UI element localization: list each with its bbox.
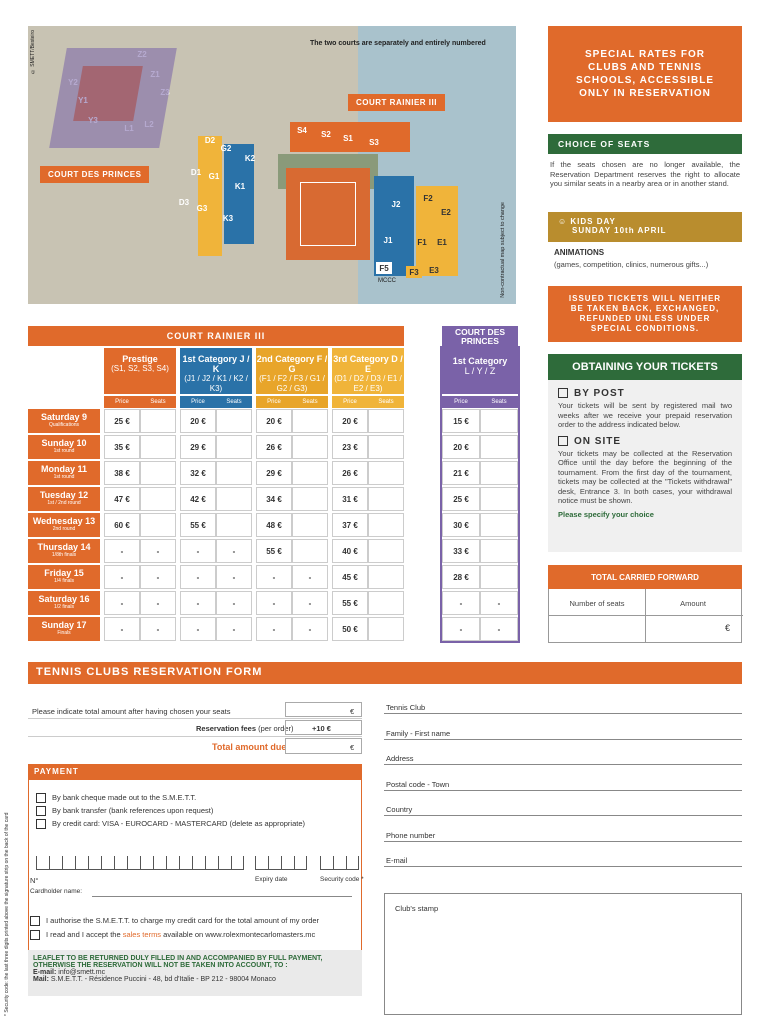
block-k1: K1 — [234, 181, 246, 191]
total-due-label: Total amount due — [212, 742, 287, 752]
authorise-text: I authorise the S.M.E.T.T. to charge my credit card for the total amount of my order — [46, 916, 320, 925]
by-post-title: BY POST — [574, 388, 625, 399]
category-sub: (J1 / J2 / K1 / K2 / K3) — [184, 374, 248, 393]
block-f3: F3 — [406, 266, 422, 278]
princes-price-cell: 33 € — [442, 539, 480, 563]
price-cell: - — [104, 539, 140, 563]
price-subheader: Price — [256, 396, 292, 408]
card-digit-box[interactable] — [333, 856, 346, 870]
fees-value: +10 € — [312, 724, 331, 733]
obtaining-box — [548, 380, 742, 552]
pay-option-card: By credit card: VISA - EUROCARD - MASTERCARD (delete as appropriate) — [52, 819, 305, 828]
day-label — [28, 461, 100, 485]
princes-price-cell: 21 € — [442, 461, 480, 485]
day-label — [28, 487, 100, 511]
princes-table-title: COURT DES PRINCES — [454, 327, 506, 346]
price-cell: 26 € — [256, 435, 292, 459]
price-cell: 38 € — [104, 461, 140, 485]
special-rates-title: SPECIAL RATES FOR CLUBS AND TENNIS SCHOOLS, ACCESSIBLE ONLY IN RESERVATION — [575, 49, 715, 99]
price-cell: 35 € — [104, 435, 140, 459]
choice-text: If the seats chosen are no longer available, the Reservation Department reserves the right to allocate you similar seats in a nearby area or in another stand. — [550, 160, 740, 188]
price-cell: - — [180, 539, 216, 563]
day-round: 1st round — [53, 474, 75, 480]
day-round: 1/8th finals — [51, 552, 77, 558]
princes-price-cell: 15 € — [442, 409, 480, 433]
field-input-line[interactable] — [384, 713, 742, 714]
card-digit-box[interactable] — [320, 856, 333, 870]
category-sub: (D1 / D2 / D3 / E1 / E2 / E3) — [334, 374, 402, 393]
card-digit-box[interactable] — [192, 856, 205, 870]
category-header-3 — [256, 348, 328, 394]
block-g3: G3 — [196, 203, 208, 213]
price-cell: 32 € — [180, 461, 216, 485]
contact-mail: S.M.E.T.T. - Résidence Puccini - 48, bd d'Italie - BP 212 - 98004 Monaco — [50, 976, 276, 983]
card-digit-box[interactable] — [268, 856, 281, 870]
seats-cell: - — [292, 565, 328, 589]
seats-subheader: Seats — [216, 396, 252, 408]
terms-pre: I read and I accept the — [46, 930, 123, 939]
cardholder-input[interactable] — [92, 896, 352, 897]
card-digit-box[interactable] — [62, 856, 75, 870]
princes-stands — [49, 48, 177, 148]
choice-header — [548, 134, 742, 154]
category-name: 2nd Category F / G — [256, 354, 328, 374]
block-e3: E3 — [426, 264, 442, 276]
rainier-table-title: COURT RAINIER III — [166, 331, 266, 341]
card-digit-box[interactable] — [153, 856, 166, 870]
card-digit-box[interactable] — [205, 856, 218, 870]
field-input-line[interactable] — [384, 790, 742, 791]
block-e2: E2 — [441, 207, 451, 217]
price-cell: 45 € — [332, 565, 368, 589]
field-input-line[interactable] — [384, 841, 742, 842]
day-label — [28, 539, 100, 563]
seats-cell[interactable] — [368, 591, 404, 615]
specify-choice: Please specify your choice — [558, 509, 654, 519]
pay-option-cheque: By bank cheque made out to the S.M.E.T.T. — [52, 793, 197, 802]
seats-input[interactable] — [551, 617, 641, 641]
field-input-line[interactable] — [384, 866, 742, 867]
day-label — [28, 565, 100, 589]
card-digit-box[interactable] — [218, 856, 231, 870]
seats-cell[interactable] — [140, 461, 176, 485]
seats-cell: - — [216, 617, 252, 641]
block-s2: S2 — [321, 129, 331, 139]
price-cell: 20 € — [180, 409, 216, 433]
day-label — [28, 617, 100, 641]
price-cell: - — [104, 617, 140, 641]
pay-option-transfer: By bank transfer (bank references upon request) — [52, 806, 214, 815]
seats-cell[interactable] — [216, 461, 252, 485]
price-cell: 31 € — [332, 487, 368, 511]
card-digit-box[interactable] — [75, 856, 88, 870]
field-label: Phone number — [386, 830, 436, 840]
day-label — [28, 435, 100, 459]
seats-cell[interactable] — [216, 487, 252, 511]
block-e1: E1 — [437, 237, 447, 247]
authorise-checkbox[interactable] — [30, 916, 40, 926]
issued-banner — [548, 286, 742, 342]
seats-cell: - — [216, 591, 252, 615]
card-digit-box[interactable] — [140, 856, 153, 870]
price-cell: 55 € — [256, 539, 292, 563]
category-header-2 — [180, 348, 252, 394]
label-court-rainier: COURT RAINIER III — [348, 94, 445, 111]
choice-title: CHOICE OF SEATS — [558, 139, 651, 149]
block-k3: K3 — [222, 213, 234, 223]
price-cell: 23 € — [332, 435, 368, 459]
leaflet-line1: LEAFLET TO BE RETURNED DULY FILLED IN AND ACCOMPANIED BY FULL PAYMENT, — [33, 955, 323, 962]
princes-seats-subheader: Seats — [480, 396, 518, 408]
day-name: Saturday 16 — [38, 594, 90, 604]
day-round: 1/2 finals — [53, 604, 74, 610]
animations-text: (games, competition, clinics, numerous gifts...) — [554, 260, 709, 269]
field-label: Postal code - Town — [386, 779, 450, 789]
price-cell: 29 € — [180, 435, 216, 459]
card-digit-box[interactable] — [166, 856, 179, 870]
total-title: TOTAL CARRIED FORWARD — [591, 572, 699, 582]
stand-j — [374, 176, 414, 276]
security-label: Security code * — [320, 876, 364, 883]
seats-cell[interactable] — [140, 487, 176, 511]
day-round: 1st / 2nd round — [47, 500, 81, 506]
obtaining-title: OBTAINING YOUR TICKETS — [572, 361, 718, 373]
seats-cell[interactable] — [216, 513, 252, 537]
field-label: Family - First name — [386, 728, 451, 738]
price-cell: - — [104, 591, 140, 615]
total-due-currency: € — [350, 743, 355, 752]
field-input-line[interactable] — [384, 764, 742, 765]
card-digit-box[interactable] — [114, 856, 127, 870]
price-cell: 47 € — [104, 487, 140, 511]
card-digit-box[interactable] — [294, 856, 307, 870]
price-cell: 25 € — [104, 409, 140, 433]
price-cell: 50 € — [332, 617, 368, 641]
special-rates-banner — [548, 26, 742, 122]
category-name: 3rd Category D / E — [333, 354, 403, 374]
number-of-seats-label: Number of seats — [569, 599, 625, 608]
day-name: Sunday 10 — [41, 438, 87, 448]
day-label — [28, 591, 100, 615]
field-input-line[interactable] — [384, 815, 742, 816]
map-caption: The two courts are separately and entirely numbered — [310, 40, 486, 47]
rainier-table-header — [28, 326, 404, 346]
princes-price-subheader: Price — [442, 396, 480, 408]
day-round: 1/4 finals — [53, 578, 74, 584]
price-cell: - — [180, 565, 216, 589]
kids-day-banner — [548, 212, 742, 242]
seats-cell[interactable] — [140, 435, 176, 459]
card-digit-box[interactable] — [101, 856, 114, 870]
princes-price-cell: 30 € — [442, 513, 480, 537]
obtaining-header — [548, 354, 742, 380]
indicate-amount-text: Please indicate total amount after having chosen your seats — [32, 707, 231, 716]
seats-subheader: Seats — [292, 396, 328, 408]
fees-sub: (per order) — [258, 724, 294, 733]
seats-cell[interactable] — [368, 487, 404, 511]
seats-cell[interactable] — [292, 539, 328, 563]
court-lines — [300, 182, 356, 246]
princes-table-header — [442, 326, 518, 348]
block-f5: F5 — [376, 262, 392, 274]
seats-cell: - — [292, 591, 328, 615]
seats-cell: - — [216, 539, 252, 563]
price-cell: 26 € — [332, 461, 368, 485]
leaflet-line2: OTHERWISE THE RESERVATION WILL NOT BE TAKEN INTO ACCOUNT, TO : — [33, 962, 288, 969]
seats-cell[interactable] — [216, 435, 252, 459]
block-g2: G2 — [220, 143, 232, 153]
day-name: Sunday 17 — [41, 620, 87, 630]
expiry-label: Expiry date — [255, 876, 288, 883]
seats-cell: - — [140, 539, 176, 563]
price-cell: 37 € — [332, 513, 368, 537]
block-s3: S3 — [369, 137, 379, 147]
block-j1: J1 — [383, 235, 393, 245]
day-label — [28, 513, 100, 537]
category-name: 1st Category J / K — [182, 354, 250, 374]
seats-cell: - — [140, 617, 176, 641]
price-cell: 20 € — [256, 409, 292, 433]
card-number-label: N° — [30, 876, 39, 885]
kids-day-line1: KIDS DAY — [570, 217, 616, 226]
seats-cell[interactable] — [140, 409, 176, 433]
amount-input[interactable] — [647, 617, 737, 641]
email-label: E-mail: — [33, 969, 57, 976]
block-g1: G1 — [208, 171, 220, 181]
price-cell: 20 € — [332, 409, 368, 433]
price-cell: - — [180, 617, 216, 641]
price-cell: 29 € — [256, 461, 292, 485]
princes-price-cell: 20 € — [442, 435, 480, 459]
princes-seats-cell: - — [480, 591, 518, 615]
price-cell: 48 € — [256, 513, 292, 537]
seats-cell[interactable] — [292, 409, 328, 433]
stadium-map — [28, 26, 516, 304]
card-digit-box[interactable] — [49, 856, 62, 870]
seats-cell[interactable] — [368, 435, 404, 459]
mccc-label: MCCC — [378, 278, 396, 284]
day-label — [28, 409, 100, 433]
seats-subheader: Seats — [368, 396, 404, 408]
seats-cell: - — [216, 565, 252, 589]
security-side-note: * Security code: the last three digits printed above the signature strip on the back of the card — [4, 812, 10, 1016]
block-d2: D2 — [204, 135, 216, 145]
seats-cell[interactable] — [368, 461, 404, 485]
field-input-line[interactable] — [384, 739, 742, 740]
fees-label: Reservation fees — [196, 724, 257, 733]
block-f1: F1 — [417, 237, 427, 247]
field-label: Country — [386, 805, 413, 814]
amount-currency: € — [725, 623, 731, 633]
price-cell: 60 € — [104, 513, 140, 537]
smiley-icon: ☺ — [558, 217, 571, 226]
contact-email[interactable]: info@smett.mc — [58, 969, 106, 976]
price-subheader: Price — [104, 396, 140, 408]
day-name: Tuesday 12 — [39, 490, 89, 500]
princes-price-cell: 28 € — [442, 565, 480, 589]
on-site-title: ON SITE — [574, 435, 622, 447]
seats-cell[interactable] — [368, 409, 404, 433]
seats-cell: - — [292, 617, 328, 641]
price-cell: 34 € — [256, 487, 292, 511]
seats-cell[interactable] — [216, 409, 252, 433]
category-sub: (S1, S2, S3, S4) — [111, 364, 169, 373]
amount-label: Amount — [680, 599, 706, 608]
on-site-checkbox[interactable] — [558, 436, 568, 446]
day-name: Thursday 14 — [37, 542, 91, 552]
seats-cell[interactable] — [368, 539, 404, 563]
card-digit-box[interactable] — [179, 856, 192, 870]
price-subheader: Price — [180, 396, 216, 408]
map-nonbinding: Non-contractual map subject to change — [500, 202, 506, 298]
payment-header — [28, 764, 362, 780]
field-label: Tennis Club — [386, 703, 426, 712]
day-round: Qualifications — [48, 422, 79, 428]
cheque-checkbox[interactable] — [36, 793, 46, 803]
princes-category-sub: L / Y / Z — [464, 366, 496, 376]
seats-cell[interactable] — [292, 487, 328, 511]
kids-day-line2: SUNDAY 10th APRIL — [572, 226, 667, 235]
princes-seats-cell: - — [480, 617, 518, 641]
block-k2: K2 — [244, 153, 256, 163]
day-name: Wednesday 13 — [32, 516, 96, 526]
price-cell: 55 € — [332, 591, 368, 615]
by-post-checkbox[interactable] — [558, 388, 568, 398]
club-stamp-label: Club's stamp — [395, 904, 439, 913]
card-digit-box[interactable] — [346, 856, 359, 870]
terms-post: available on www.rolexmontecarlomasters.mc — [161, 930, 316, 939]
card-digit-box[interactable] — [231, 856, 244, 870]
price-cell: 42 € — [180, 487, 216, 511]
price-cell: - — [256, 591, 292, 615]
price-cell: - — [104, 565, 140, 589]
seats-cell[interactable] — [368, 565, 404, 589]
seats-cell[interactable] — [292, 461, 328, 485]
day-name: Monday 11 — [40, 464, 87, 474]
terms-checkbox[interactable] — [30, 930, 40, 940]
on-site-text: Your tickets may be collected at the Reservation Office until the day before the beginning of the tournament. From the first day of the tournament, tickets may be collected at the "Tickets withdrawal" desk, Entrance 3. In both cases, your withdrawal notice must be shown. — [558, 448, 732, 505]
card-digit-box[interactable] — [127, 856, 140, 870]
map-copyright: © SMETT/Besteiro — [30, 30, 36, 75]
block-f2: F2 — [423, 193, 433, 203]
total-box — [548, 589, 742, 643]
block-s1: S1 — [343, 133, 353, 143]
card-digit-box[interactable] — [36, 856, 49, 870]
seats-cell[interactable] — [368, 513, 404, 537]
payment-title: PAYMENT — [34, 767, 79, 776]
princes-price-cell: - — [442, 591, 480, 615]
card-checkbox[interactable] — [36, 819, 46, 829]
card-digit-box[interactable] — [88, 856, 101, 870]
by-post-text: Your tickets will be sent by registered mail two weeks after we receive your prepaid reservation order to the address indicated below. — [558, 401, 732, 429]
day-round: Finals — [57, 630, 71, 636]
transfer-checkbox[interactable] — [36, 806, 46, 816]
label-court-princes: COURT DES PRINCES — [40, 166, 149, 183]
animations-title: ANIMATIONS — [554, 248, 605, 257]
total-header — [548, 565, 742, 589]
form-header — [28, 662, 742, 684]
stand-d-g-left — [198, 136, 222, 256]
seats-cell[interactable] — [292, 513, 328, 537]
price-cell: - — [256, 617, 292, 641]
field-label: E-mail — [386, 856, 408, 865]
leaflet-box — [28, 950, 362, 996]
club-stamp-box — [384, 893, 742, 1015]
princes-price-cell: - — [442, 617, 480, 641]
seats-cell[interactable] — [368, 617, 404, 641]
mail-label: Mail: — [33, 976, 49, 983]
card-digit-box[interactable] — [255, 856, 268, 870]
card-digit-box[interactable] — [281, 856, 294, 870]
sales-terms-link[interactable]: sales terms — [122, 930, 162, 939]
category-header-1 — [104, 348, 176, 394]
amount-field-currency: € — [350, 707, 355, 716]
day-name: Friday 15 — [44, 568, 84, 578]
seats-cell: - — [140, 591, 176, 615]
field-label: Address — [386, 754, 414, 763]
price-cell: - — [180, 591, 216, 615]
cardholder-label: Cardholder name: — [30, 888, 83, 895]
day-round: 1st round — [53, 448, 75, 454]
category-name: Prestige — [122, 354, 158, 364]
day-round: 2nd round — [52, 526, 76, 532]
category-sub: (F1 / F2 / F3 / G1 / G2 / G3) — [259, 374, 325, 393]
seats-subheader: Seats — [140, 396, 176, 408]
block-d3: D3 — [178, 197, 190, 207]
princes-frame — [440, 346, 520, 643]
seats-cell[interactable] — [292, 435, 328, 459]
block-j2: J2 — [391, 199, 401, 209]
block-d1: D1 — [190, 167, 202, 177]
day-name: Saturday 9 — [40, 412, 88, 422]
princes-category-name: 1st Category — [452, 356, 508, 366]
price-cell: - — [256, 565, 292, 589]
form-title: TENNIS CLUBS RESERVATION FORM — [36, 666, 263, 678]
price-cell: 55 € — [180, 513, 216, 537]
princes-price-cell: 25 € — [442, 487, 480, 511]
block-s4: S4 — [297, 125, 307, 135]
seats-cell[interactable] — [140, 513, 176, 537]
issued-text: ISSUED TICKETS WILL NEITHER BE TAKEN BACK, EXCHANGED, REFUNDED UNLESS UNDER SPECIAL CONDITIONS. — [568, 294, 722, 333]
seats-cell: - — [140, 565, 176, 589]
price-subheader: Price — [332, 396, 368, 408]
price-cell: 40 € — [332, 539, 368, 563]
category-header-4 — [332, 348, 404, 394]
